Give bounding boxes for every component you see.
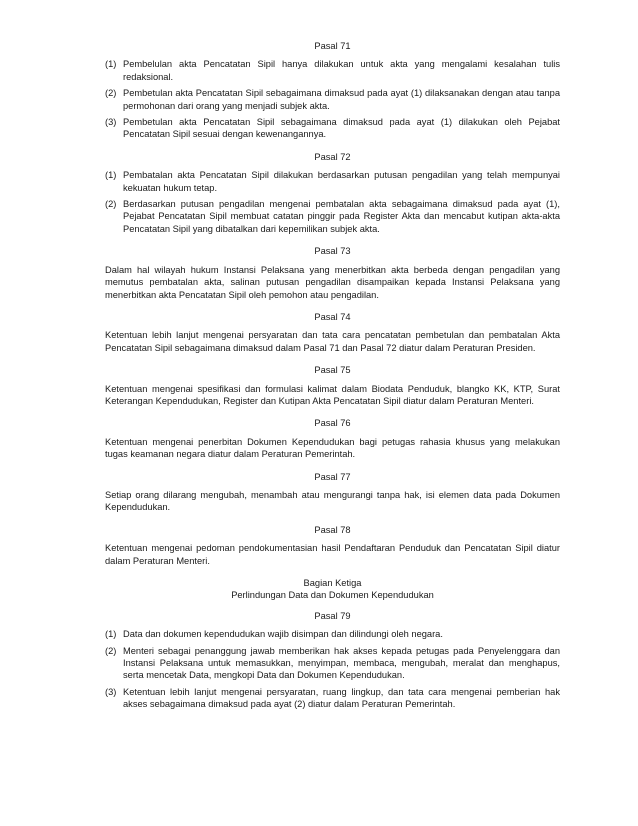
- item-text: Menteri sebagai penanggung jawab memberikan hak akses kepada petugas pada Penyelenggara dan Instansi Pelaksana untuk memasukkan, menyimpan, membaca, mengubah, meralat dan menghapus, serta mencetak Data, mengkopi Data dan Dokumen Kependudukan.: [123, 645, 560, 681]
- pasal-74-title: Pasal 74: [314, 311, 351, 322]
- item-text: Ketentuan lebih lanjut mengenai persyaratan, ruang lingkup, dan tata cara mengenai pemberian hak akses sebagaimana dimaksud pada ayat (2) diatur dalam Peraturan Pemerintah.: [123, 686, 560, 710]
- bagian-ketiga-title: Perlindungan Data dan Dokumen Kependudukan: [231, 590, 434, 601]
- pasal-75-text: Ketentuan mengenai spesifikasi dan formulasi kalimat dalam Biodata Penduduk, blangko KK, KTP, Surat Keterangan Kependudukan, Register dan Kutipan Akta Pencatatan Sipil diatur dalam Peraturan Menteri.: [105, 383, 560, 406]
- item-number: (2): [105, 199, 117, 210]
- item-number: (3): [105, 117, 117, 128]
- list-item: [105, 87, 560, 112]
- item-number: (2): [105, 645, 117, 656]
- pasal-74-section: [105, 311, 560, 354]
- item-number: (2): [105, 88, 117, 99]
- item-number: (1): [105, 59, 117, 70]
- item-text: Pembatalan akta Pencatatan Sipil dilakukan berdasarkan putusan pengadilan yang telah mempunyai kekuatan hukum tetap.: [123, 170, 560, 193]
- pasal-71-list: [105, 58, 560, 140]
- pasal-73-section: [105, 245, 560, 301]
- pasal-74-text: Ketentuan lebih lanjut mengenai persyaratan dan tata cara pencatatan pembetulan dan pembatalan Akta Pencatatan Sipil sebagaimana dimaksud dalam Pasal 71 dan Pasal 72 diatur dalam Peraturan Presiden.: [105, 330, 560, 353]
- list-item: [105, 645, 560, 682]
- list-item: [105, 198, 560, 235]
- list-item: [105, 169, 560, 194]
- bagian-ketiga-label: Bagian Ketiga: [303, 578, 362, 588]
- item-number: (1): [105, 170, 117, 181]
- item-number: (3): [105, 686, 117, 697]
- pasal-73-title: Pasal 73: [314, 246, 351, 257]
- pasal-79-title: Pasal 79: [314, 610, 351, 621]
- pasal-72-list: [105, 169, 560, 235]
- list-item: [105, 628, 560, 640]
- list-item: [105, 116, 560, 141]
- pasal-79-list: [105, 628, 560, 710]
- pasal-78-text: Ketentuan mengenai pedoman pendokumentasian hasil Pendaftaran Penduduk dan Pencatatan Sipil diatur dalam Peraturan Menteri.: [105, 543, 560, 566]
- pasal-75-title: Pasal 75: [314, 365, 351, 376]
- pasal-77-text: Setiap orang dilarang mengubah, menambah atau mengurangi tanpa hak, isi elemen data pada Dokumen Kependudukan.: [105, 489, 560, 513]
- pasal-72-title: Pasal 72: [314, 151, 351, 162]
- pasal-71-section: [105, 40, 560, 141]
- item-number: (1): [105, 629, 117, 640]
- pasal-76-title: Pasal 76: [314, 418, 351, 429]
- pasal-78-section: [105, 524, 560, 567]
- pasal-73-text: Dalam hal wilayah hukum Instansi Pelaksana yang menerbitkan akta berbeda dengan pengadilan yang memutus pembatalan akta, salinan putusan pengadilan disampaikan kepada Instansi Pelaksana yang menerbitkan akta Pencatatan Sipil oleh pemohon atau pengadilan.: [105, 264, 560, 300]
- pasal-75-section: [105, 364, 560, 407]
- document-page: [105, 40, 560, 715]
- list-item: [105, 686, 560, 711]
- item-text: Data dan dokumen kependudukan wajib disimpan dan dilindungi oleh negara.: [123, 629, 443, 640]
- pasal-77-section: [105, 471, 560, 514]
- pasal-78-title: Pasal 78: [314, 524, 351, 535]
- pasal-79-section: [105, 610, 560, 711]
- pasal-71-title: Pasal 71: [314, 41, 351, 51]
- list-item: [105, 58, 560, 83]
- pasal-72-section: [105, 151, 560, 235]
- pasal-77-title: Pasal 77: [314, 471, 351, 482]
- item-text: Pembetulan akta Pencatatan Sipil sebagaimana dimaksud pada ayat (1) dilakukan oleh Pejabat Pencatatan Sipil sesuai dengan kewenangannya.: [123, 117, 560, 140]
- item-text: Pembelulan akta Pencatatan Sipil hanya dilakukan untuk akta yang mengalami kesalahan tulis redaksional.: [123, 59, 560, 82]
- item-text: Pembetulan akta Pencatatan Sipil sebagaimana dimaksud pada ayat (1) dilaksanakan dengan atau tanpa permohonan dari orang yang menjadi subjek akta.: [123, 88, 560, 111]
- item-text: Berdasarkan putusan pengadilan mengenai pembatalan akta sebagaimana dimaksud pada ayat (1), Pejabat Pencatatan Sipil membuat catatan pinggir pada Register Akta dan mencabut kutipan akta-akta Pencatatan Sipil yang dibatalkan dari kepemilikan subjek akta.: [123, 199, 560, 234]
- pasal-76-text: Ketentuan mengenai penerbitan Dokumen Kependudukan bagi petugas rahasia khusus yang melakukan tugas keamanan negara diatur dalam Peraturan Pemerintah.: [105, 436, 560, 460]
- pasal-76-section: [105, 417, 560, 460]
- bagian-ketiga-header: [105, 577, 560, 602]
